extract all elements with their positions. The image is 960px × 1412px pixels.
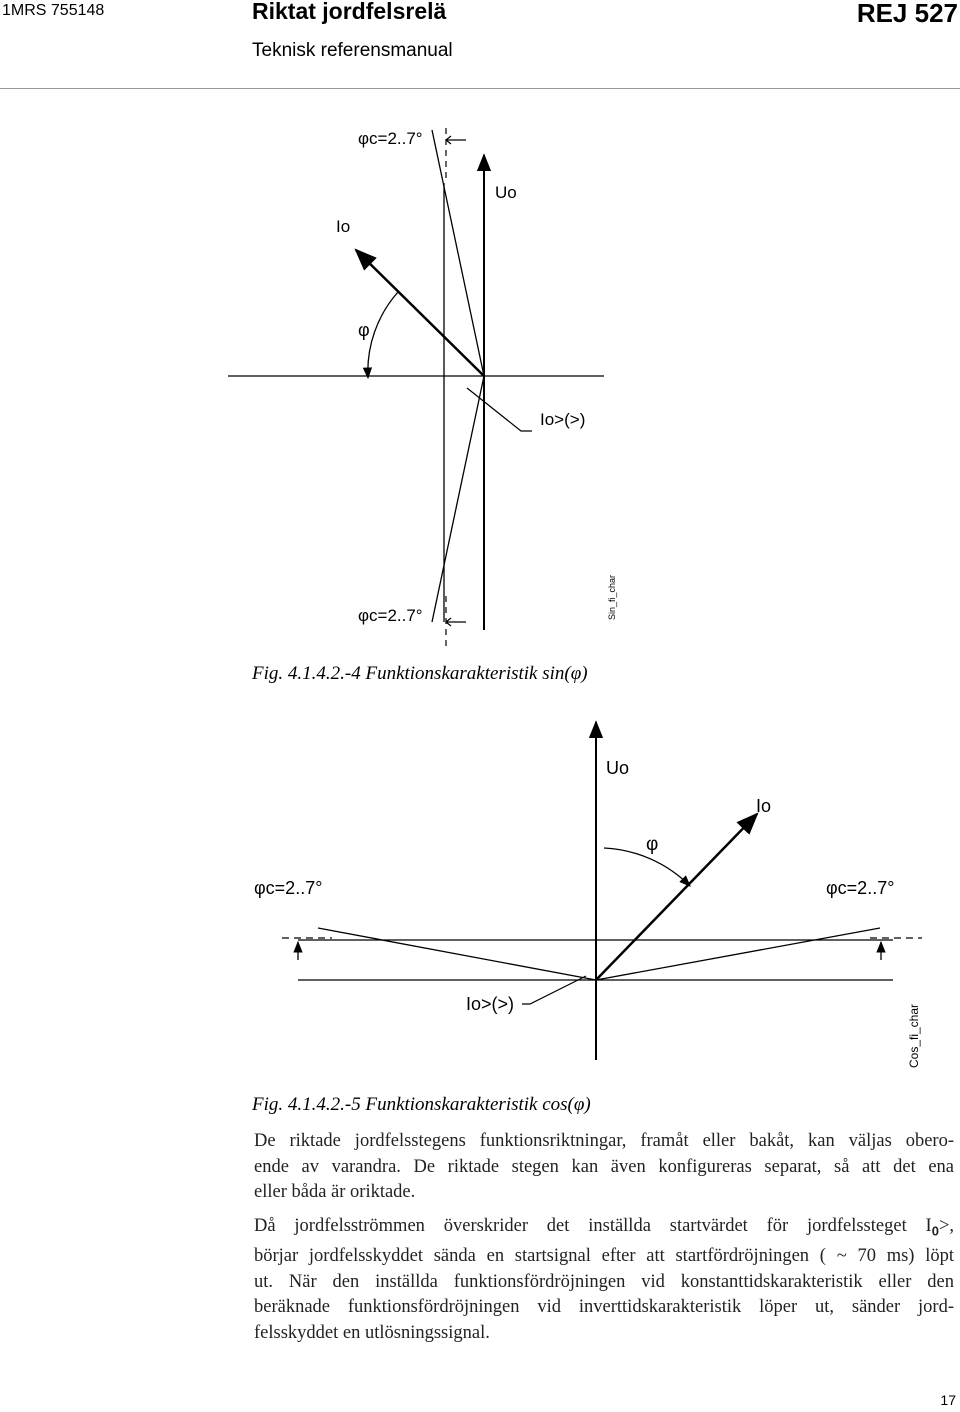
paragraph-2-line: felsskyddet en utlösningssignal. xyxy=(254,1322,490,1343)
boundary-line-left xyxy=(318,928,596,980)
label-phic-left: φc=2..7° xyxy=(254,878,323,898)
paragraph-2-line: ut. När den inställda funktionsfördröjningen vid konstanttidskarakteristik eller den xyxy=(254,1271,954,1292)
figure1-caption: Fig. 4.1.4.2.-4 Funktionskarakteristik sin(φ) xyxy=(252,663,588,684)
label-io: Io xyxy=(756,796,772,816)
sin-phi-diagram xyxy=(0,0,960,660)
file-tag: Cos_fi_char xyxy=(907,1003,921,1068)
doc-number: 1MRS 755148 xyxy=(2,2,105,19)
manual-title: Teknisk referensmanual xyxy=(252,40,453,61)
file-tag: Sin_fi_char xyxy=(607,574,617,620)
label-phic-top: φc=2..7° xyxy=(358,129,423,148)
label-uo: Uo xyxy=(495,183,517,202)
product-code: REJ 527 xyxy=(856,0,958,28)
paragraph-1-line: De riktade jordfelsstegens funktionsriktningar, framåt eller bakåt, kan väljas obero- xyxy=(254,1131,954,1151)
label-io-start: Io>(>) xyxy=(466,994,515,1014)
paragraph-2-line: börjar jordfelsskyddet sända en startsignal efter att startfördröjningen ( ~ 70 ms) löpt xyxy=(254,1246,954,1267)
cos-phi-diagram xyxy=(0,720,960,1080)
paragraph-1-line: ende av varandra. De riktade stegen kan även konfigureras separat, så att det ena xyxy=(254,1156,954,1177)
figure2-caption: Fig. 4.1.4.2.-5 Funktionskarakteristik cos(φ) xyxy=(252,1094,591,1115)
boundary-line-lower xyxy=(432,376,484,622)
label-phi: φ xyxy=(358,320,370,340)
paragraph-2-line: beräknade funktionsfördröjningen vid inverttidskarakteristik löper ut, sänder jord- xyxy=(254,1297,954,1318)
paragraph-1 xyxy=(254,1129,954,1206)
label-phic-bottom: φc=2..7° xyxy=(358,606,423,625)
label-phi: φ xyxy=(646,834,659,855)
label-io-start: Io>(>) xyxy=(540,410,586,429)
phi-arc xyxy=(368,292,398,378)
io-vector xyxy=(356,250,484,376)
boundary-line-upper xyxy=(432,130,484,376)
paragraph-1-line: eller båda är oriktade. xyxy=(254,1182,416,1202)
page-number: 17 xyxy=(940,1392,956,1408)
paragraph-2-line: Då jordfelsströmmen överskrider det inställda startvärdet för jordfelssteget $I_0>$, xyxy=(254,1216,954,1239)
paragraph-2 xyxy=(254,1214,954,1346)
product-title: Riktat jordfelsrelä xyxy=(252,0,447,24)
label-uo: Uo xyxy=(606,758,630,778)
label-io: Io xyxy=(336,217,351,236)
label-phic-right: φc=2..7° xyxy=(826,878,895,898)
